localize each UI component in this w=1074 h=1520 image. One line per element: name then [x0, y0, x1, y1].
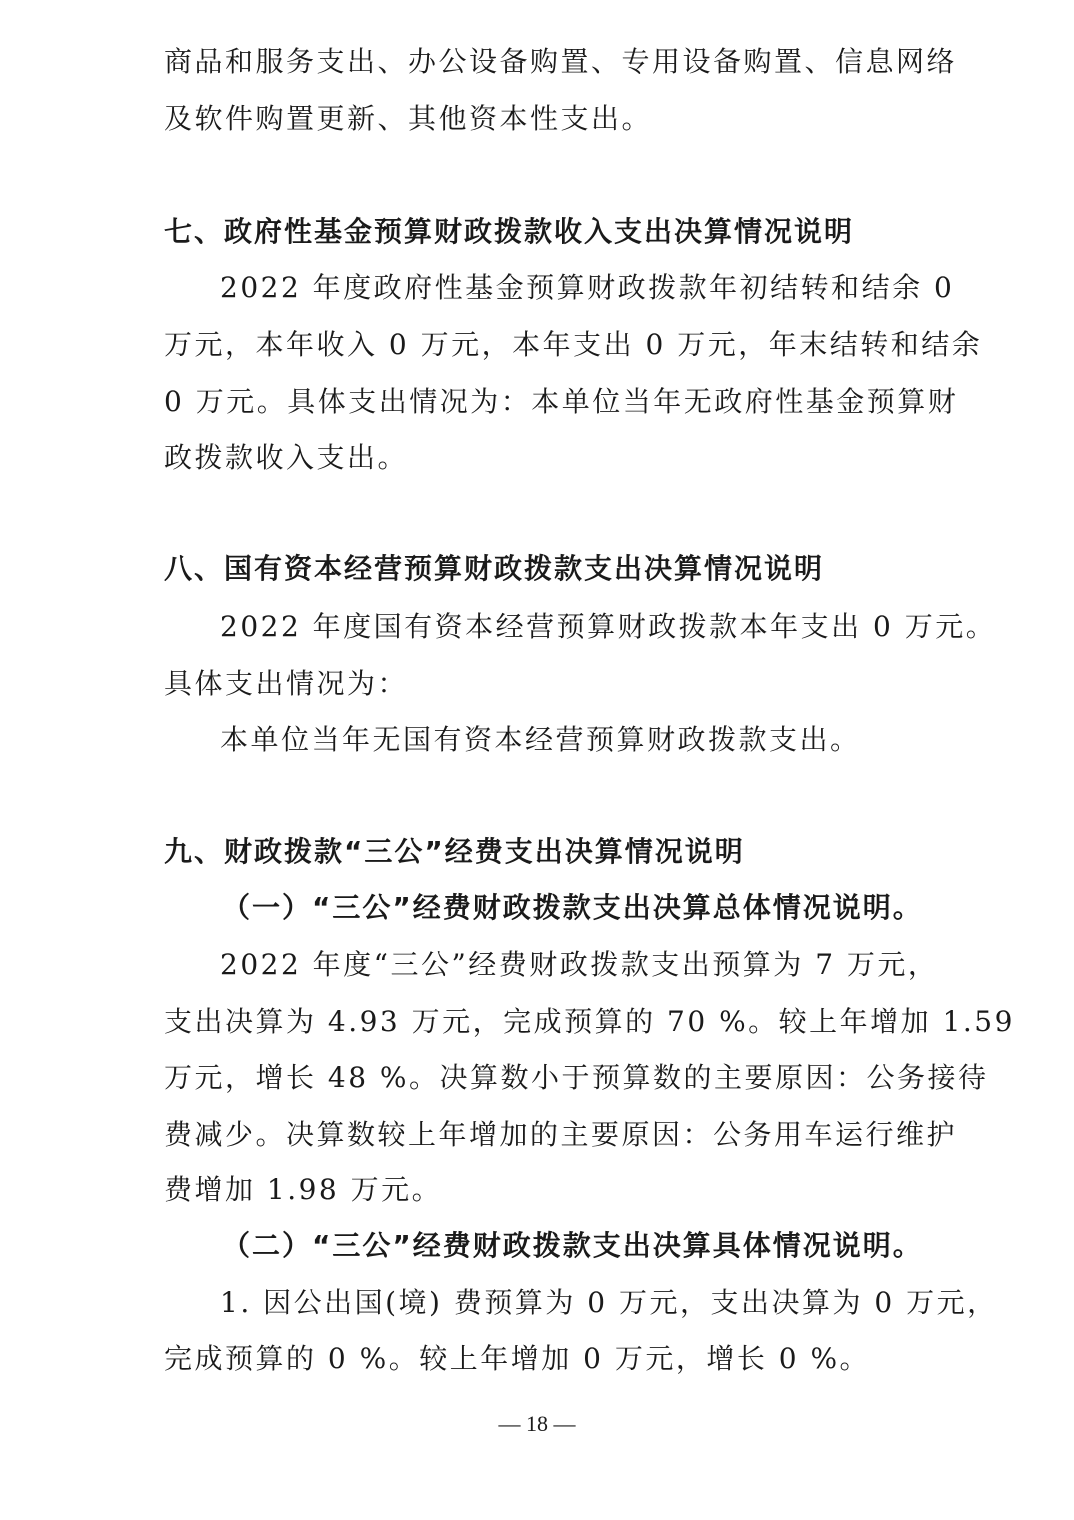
- body-text-line: 万元，增长 48 %。决算数小于预算数的主要原因：公务接待: [164, 1061, 989, 1094]
- body-text-line: 0 万元。具体支出情况为：本单位当年无政府性基金预算财: [164, 385, 959, 418]
- body-text-line: 支出决算为 4.93 万元，完成预算的 70 %。较上年增加 1.59: [164, 1005, 1015, 1038]
- section-heading-8: 八、国有资本经营预算财政拨款支出决算情况说明: [164, 552, 825, 585]
- body-text-line: 具体支出情况为：: [164, 667, 409, 700]
- subsection-heading-1: （一）“三公”经费财政拨款支出决算总体情况说明。: [222, 891, 923, 924]
- body-text-line: 费增加 1.98 万元。: [164, 1173, 443, 1206]
- section-heading-7: 七、政府性基金预算财政拨款收入支出决算情况说明: [164, 215, 855, 248]
- body-text-line: 商品和服务支出、办公设备购置、专用设备购置、信息网络: [164, 45, 958, 78]
- body-text-line: 本单位当年无国有资本经营预算财政拨款支出。: [220, 723, 861, 756]
- body-text-line: 费减少。决算数较上年增加的主要原因：公务用车运行维护: [164, 1118, 958, 1151]
- section-heading-9: 九、财政拨款“三公”经费支出决算情况说明: [164, 835, 745, 868]
- body-text-line: 万元，本年收入 0 万元，本年支出 0 万元，年末结转和结余: [164, 328, 983, 361]
- body-text-line: 2022 年度政府性基金预算财政拨款年初结转和结余 0: [220, 271, 955, 304]
- body-text-line: 1. 因公出国(境) 费预算为 0 万元，支出决算为 0 万元，: [220, 1286, 998, 1319]
- page-number: — 18 —: [498, 1411, 576, 1436]
- body-text-line: 2022 年度“三公”经费财政拨款支出预算为 7 万元，: [220, 948, 939, 981]
- subsection-heading-2: （二）“三公”经费财政拨款支出决算具体情况说明。: [222, 1229, 923, 1262]
- body-text-line: 及软件购置更新、其他资本性支出。: [164, 102, 653, 135]
- body-text-line: 完成预算的 0 %。较上年增加 0 万元，增长 0 %。: [164, 1342, 871, 1375]
- body-text-line: 政拨款收入支出。: [164, 441, 409, 474]
- body-text-line: 2022 年度国有资本经营预算财政拨款本年支出 0 万元。: [220, 610, 997, 643]
